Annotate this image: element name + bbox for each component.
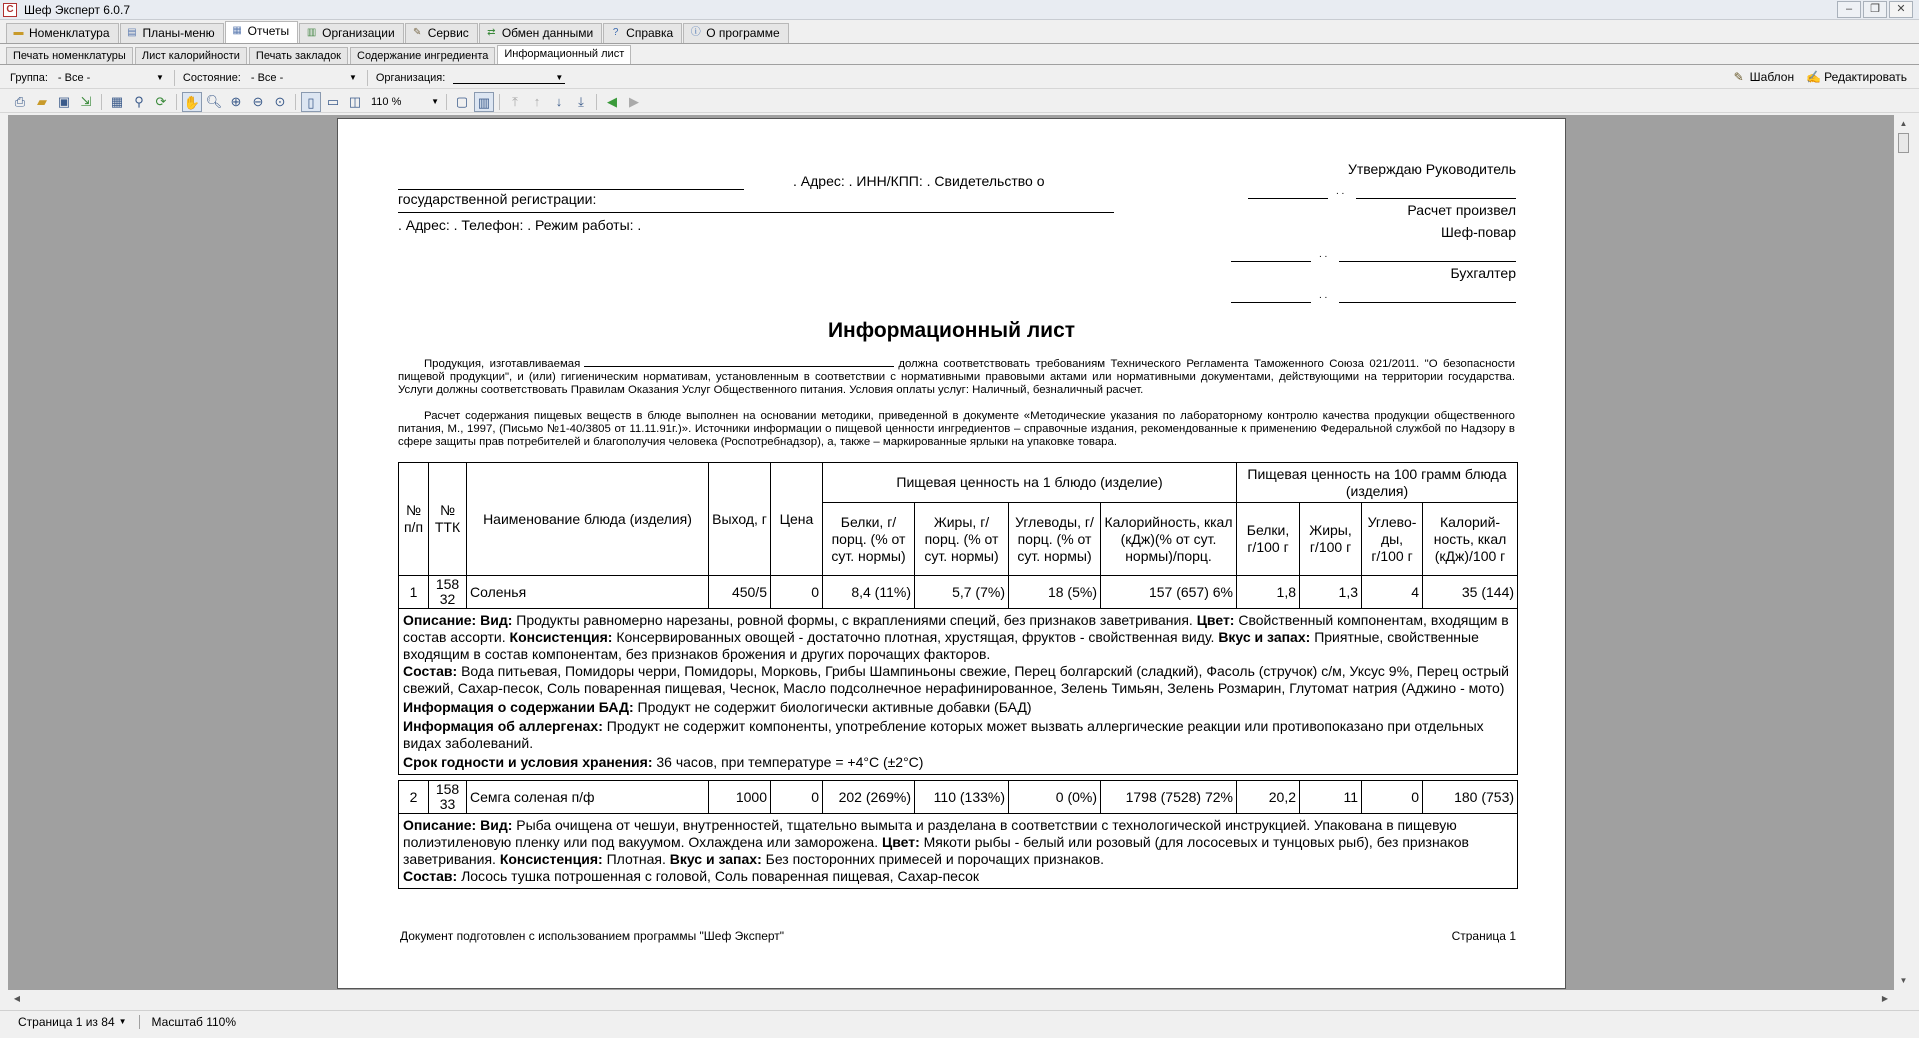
page-number: Страница 1 (1451, 929, 1516, 943)
tab-reports[interactable]: ▦ Отчеты (225, 21, 298, 43)
dish-description-row: Описание: Вид: Продукты равномерно нарезаны, ровной формы, с вкраплениями специй, без признаков заветривания. Цвет: Свойственный компонентам, входящим в состав ассорти. Консистенция: Консервированных овощей - достаточно плотная, хрустящая, фруктов - свойственная виду. Вкус и запах: Приятные, свойственные входящим в состав компонентам, без признаков брожения и других порочащих факторов. Состав: Вода питьевая, Помидоры черри, Помидоры, Морковь, Грибы Шампиньоны свежие, Перец болгарский (сладкий), Фасоль (стручок) с/м, Уксус 9%, Перец острый свежий, Сахар-песок, Соль поваренная пищевая, Чеснок, Масло подсолнечное нерафинированное, Зелень Тимьян, Зелень Розмарин, Глутомат натрия (Аджино - мото) Информация о содержании БАД: Продукт не содержит биологически активные добавки (БАД) Информация об аллергенах: Продукт не содержит компоненты, употребление которых может вызвать аллергические реакции или противопоказано при отдельных видах заболеваний. Срок годности и условия хранения: 36 часов, при температуре = +4°С (±2°С) (399, 609, 1518, 775)
multi-page-icon[interactable]: ◫ (348, 93, 362, 109)
chevron-down-icon: ▼ (156, 72, 164, 82)
chevron-down-icon[interactable]: ▼ (118, 1017, 127, 1026)
state-select[interactable]: - Все - ▼ (250, 71, 357, 84)
scroll-right-icon[interactable]: ▶ (1881, 994, 1889, 1003)
filter-bar (0, 67, 1919, 89)
state-label: Состояние: (182, 71, 241, 84)
document-icon: ▤ (127, 27, 137, 38)
intro-paragraph: Продукция, изготавливаемая должна соответствовать требованиям Технического Регламента Таможенного Союза 021/2011. "О безопасности пищевой продукции", и (или) гигиеническим нормативам, установленным в соответствии с нормативными правовыми актами или нормативными документами, действующими на территории государства. Услуги должны соответствовать Правилам Оказания Услуг Общественного питания. Условия оплаты услуг: Наличный, безналичный расчет. (398, 358, 1515, 396)
col-header-price: Цена (771, 463, 823, 576)
zoom-icon[interactable]: 🔍︎ (205, 93, 223, 109)
tab-about[interactable]: ⓘ О программе (683, 23, 788, 43)
separator (174, 70, 175, 86)
col-header-carbs: Углеводы, г/порц. (% от сут. нормы) (1009, 503, 1101, 576)
report-tabs (0, 46, 1919, 65)
print-icon[interactable]: ⎙ (14, 93, 26, 109)
page-width-icon[interactable]: ▯ (301, 92, 321, 112)
col-header-carbs-100: Углево-ды, г/100 г (1362, 503, 1423, 576)
open-icon[interactable]: ▰ (37, 93, 47, 109)
col-header-protein-100: Белки, г/100 г (1237, 503, 1300, 576)
tab-print-bookmarks[interactable]: Печать закладок (249, 47, 348, 64)
edit-button[interactable]: ✍ Редактировать (1806, 70, 1907, 84)
tab-print-nomenclature[interactable]: Печать номенклатуры (6, 47, 133, 64)
col-header-calories-100: Калорий-ность, ккал (кДж)/100 г (1423, 503, 1518, 576)
right-buttons (1732, 70, 1907, 84)
exchange-icon: ⇄ (487, 27, 496, 38)
window-title: Шеф Эксперт 6.0.7 (24, 2, 130, 17)
close-button[interactable]: ✕ (1889, 1, 1913, 18)
app-logo-icon: C (3, 3, 17, 17)
col-header-fat: Жиры, г/порц. (% от сут. нормы) (915, 503, 1009, 576)
page-setup-icon[interactable]: ▦ (110, 93, 124, 109)
table-row: 2 15833 Семга соленая п/ф 1000 0 202 (269%) 110 (133%) 0 (0%) 1798 (7528) 72% 20,2 11 0 180 (753) (399, 781, 1518, 814)
horizontal-scrollbar[interactable] (8, 992, 1894, 1006)
nutrition-table (398, 462, 1518, 889)
page-footer-note: Документ подготовлен с использованием программы "Шеф Эксперт" (400, 929, 785, 943)
next-page-icon[interactable]: ↓ (555, 93, 563, 109)
col-header-fat-100: Жиры, г/100 г (1300, 503, 1362, 576)
forward-icon[interactable]: ▶ (629, 93, 639, 109)
accountant-label: Бухгалтер (1450, 265, 1516, 281)
group-label: Группа: (10, 71, 48, 84)
calc-by-label: Расчет произвел (1407, 202, 1516, 218)
refresh-icon[interactable]: ⟳ (155, 93, 167, 109)
dish-description-row: Описание: Вид: Рыба очищена от чешуи, внутренностей, тщательно вымыта и разделана в соответствии с технологической инструкцией. Упакована в пищевую полиэтиленовую пленку или под вакуумом. Охлаждена или заморожена. Цвет: Мякоти рыбы - белый или розовый (для лососевых и тунцовых рыб), без признаков заветривания. Консистенция: Плотная. Вкус и запах: Без посторонних примесей и порочащих признаков. Состав: Лосось тушка потрошенная с головой, Соль поваренная пищевая, Сахар-песок (399, 814, 1518, 889)
edit-icon: ✍ (1806, 70, 1822, 84)
maximize-button[interactable]: ❐ (1863, 1, 1887, 18)
scroll-thumb[interactable] (1898, 133, 1909, 153)
hand-tool-icon[interactable]: ✋ (182, 92, 202, 112)
document-page: . Адрес: . ИНН/КПП: . Свидетельство о государственной регистрации: . Адрес: . Телефон: . Режим работы: . Утверждаю Руководитель . . Расчет произвел Шеф-повар . . Бухгалтер . . Информационный лист Продукция, изготавливаемая должна соответствовать требованиям Технического Регламента Таможенного Союза 021/2011. "О безопасности пищевой продукции", и (или) гигиеническим нормативам, установленным в соответствии с нормативными правовыми актами или нормативными документами, действующими на территории государства. Услуги должны соответствовать Правилам Оказания Услуг Общественного питания. Условия оплаты услуг: Наличный, безналичный расчет. Расчет содержания пищевых веществ в блюде выполнен на основании методики, приведенной в документе «Методические указания по лабораторному контролю качества продукции общественного питания, М., 1997, (Письмо №1-40/3805 от 11.11.91г.)». Источники информации о пищевой ценности ингредиентов – справочные издания, рекомендованные к применению Федеральной службой по Надзору в сфере защиты прав потребителей и благополучия человека (Роспотребнадзор), а, также – маркированные ярлыки на упаковке товара. № п/п № ТТК Наименование блюда (изделия) Выход, г Цена Пищевая ценность на 1 блюдо (изделие) Пищевая ценность на 100 грамм блюда (изделия) Белки, г/порц. (% от сут. нормы) Жиры, г/порц. (% от сут. нормы) Углеводы, г/порц. (% от сут. нормы) Калорийность, ккал (кДж)(% от сут. нормы)/порц. Белки, г/100 г Жиры, г/100 г Углево-ды, г/100 г Калорий-ность, ккал (кДж)/100 г 1 15832 Соленья 450/5 0 8,4 (11%) 5,7 (7%) 18 (5%) 157 (657) 6% 1,8 1,3 4 35 (144) Описание: Вид: Продукты равномерно нарезаны, ровной формы, с вкраплениями специй, без признаков заветривания. Цвет: Свойственный компонентам, входящим в состав ассорти. Консистенция: Консервированных овощей - достаточно плотная, хрустящая, фруктов - свойственная виду. Вкус и запах: Приятные, свойственные входящим в состав компонентам, без признаков брожения и других порочащих факторов. Состав: Вода питьевая, Помидоры черри, Помидоры, Морковь, Грибы Шампиньоны свежие, Перец болгарский (сладкий), Фасоль (стручок) с/м, Уксус 9%, Перец острый свежий, Сахар-песок, Соль поваренная пищевая, Чеснок, Масло подсолнечное нерафинированное, Зелень Тимьян, Зелень Розмарин, Глутомат натрия (Аджино - мото) Информация о содержании БАД: Продукт не содержит биологически активные добавки (БАД) Информация об аллергенах: Продукт не содержит компоненты, употребление которых может вызвать аллергические реакции или противопоказано при отдельных видах заболеваний. Срок годности и условия хранения: 36 часов, при температуре = +4°С (±2°С) 2 15833 Семга соленая п/ф 1000 0 202 (269%) 110 (133%) 0 (0%) 1798 (7528) 72% 20,2 11 0 180 (753) Описание: Вид: Рыба очищена от чешуи, внутренностей, тщательно вымыта и разделана в соответствии с технологической инструкцией. Упакована в пищевую полиэтиленовую пленку или под вакуумом. Охлаждена или заморожена. Цвет: Мякоти рыбы - белый или розовый (для лососевых и тунцовых рыб), без признаков заветривания. Консистенция: Плотная. Вкус и запах: Без посторонних примесей и порочащих признаков. Состав: Лосось тушка потрошенная с головой, Соль поваренная пищевая, Сахар-песок Документ подготовлен с использованием программы "Шеф Эксперт" Страница 1 (337, 118, 1566, 989)
col-header-per-100g: Пищевая ценность на 100 грамм блюда (изделия) (1237, 463, 1518, 503)
col-header-name: Наименование блюда (изделия) (467, 463, 709, 576)
info-icon: ⓘ (690, 27, 701, 38)
vertical-scrollbar[interactable] (1896, 115, 1911, 990)
tab-service[interactable]: ✎ Сервис (405, 23, 478, 43)
group-select[interactable]: - Все - ▼ (57, 71, 164, 84)
org-header-line1: . Адрес: . ИНН/КПП: . Свидетельство о (793, 173, 1045, 189)
col-header-num: № п/п (399, 463, 429, 576)
method-paragraph: Расчет содержания пищевых веществ в блюде выполнен на основании методики, приведенной в документе «Методические указания по лабораторному контролю качества продукции общественного питания, М., 1997, (Письмо №1-40/3805 от 11.11.91г.)». Источники информации о пищевой ценности ингредиентов – справочные издания, рекомендованные к применению Федеральной службой по Надзору в сфере защиты прав потребителей и благополучия человека (Роспотребнадзор), а, также – маркированные ярлыки на упаковке товара. (398, 410, 1515, 448)
chart-icon: ▥ (306, 27, 317, 38)
folder-icon: ▬ (13, 27, 24, 38)
col-header-protein: Белки, г/порц. (% от сут. нормы) (823, 503, 915, 576)
help-icon: ? (612, 27, 619, 38)
approve-label: Утверждаю Руководитель (1347, 161, 1516, 177)
window-titlebar (0, 0, 1919, 20)
scroll-left-icon[interactable]: ◀ (13, 994, 21, 1003)
zoom-status: Масштаб 110% (151, 1014, 237, 1029)
tab-data-exchange[interactable]: ⇄ Обмен данными (479, 23, 602, 43)
zoom-in-icon[interactable]: ⊕ (230, 93, 242, 109)
export-icon[interactable]: ⇲ (80, 93, 92, 109)
tab-nomenclature[interactable]: ▬ Номенклатура (6, 23, 119, 43)
chef-label: Шеф-повар (1440, 224, 1516, 240)
table-row: 1 15832 Соленья 450/5 0 8,4 (11%) 5,7 (7%) 18 (5%) 157 (657) 6% 1,8 1,3 4 35 (144) (399, 576, 1518, 609)
whole-page-icon[interactable]: ▭ (326, 93, 340, 109)
chevron-down-icon: ▼ (431, 96, 439, 106)
template-icon: ✎ (1733, 70, 1744, 84)
chevron-down-icon: ▼ (348, 72, 357, 82)
window-controls (1837, 1, 1913, 18)
tab-help[interactable]: ? Справка (603, 23, 682, 43)
find-icon[interactable]: ⚲ (134, 93, 144, 109)
main-tabs (0, 22, 1919, 44)
tab-menu-plans[interactable]: ▤ Планы-меню (120, 23, 224, 43)
prev-page-icon[interactable]: ↑ (533, 93, 541, 109)
tab-info-sheet[interactable]: Информационный лист (497, 45, 631, 64)
back-icon[interactable]: ◀ (607, 93, 617, 109)
document-title: Информационный лист (827, 319, 1076, 342)
tab-organizations[interactable]: ▥ Организации (299, 23, 404, 43)
zoom-select[interactable]: 110 % ▼ (371, 95, 439, 108)
separator (367, 70, 368, 86)
continuous-icon[interactable]: ▥ (474, 92, 494, 112)
col-header-per-dish: Пищевая ценность на 1 блюдо (изделие) (823, 463, 1237, 503)
org-header-line2: государственной регистрации: (398, 191, 597, 207)
zoom-fit-icon[interactable]: ⊙ (274, 93, 286, 109)
report-icon: ▦ (232, 25, 242, 36)
last-page-icon[interactable]: ⤓ (578, 93, 584, 109)
col-header-ttk: № ТТК (429, 463, 467, 576)
wrench-icon: ✎ (413, 27, 422, 38)
minimize-button[interactable]: – (1837, 1, 1861, 18)
single-page-icon[interactable]: ▢ (455, 93, 469, 109)
tab-ingredient-content[interactable]: Содержание ингредиента (350, 47, 495, 64)
col-header-calories: Калорийность, ккал (кДж)(% от сут. нормы)/порц. (1101, 503, 1237, 576)
page-counter[interactable]: Страница 1 из 84 (18, 1014, 115, 1029)
chevron-down-icon: ▼ (555, 72, 564, 82)
tab-calorie-sheet[interactable]: Лист калорийности (135, 47, 247, 64)
preview-toolbar (0, 91, 1919, 113)
org-header-line3: . Адрес: . Телефон: . Режим работы: . (398, 217, 642, 233)
status-bar (0, 1010, 1919, 1032)
org-label: Организация: (375, 71, 446, 84)
zoom-out-icon[interactable]: ⊖ (252, 93, 264, 109)
org-select[interactable] (453, 72, 565, 84)
template-button[interactable]: ✎ Шаблон (1733, 70, 1795, 84)
save-icon[interactable]: ▣ (57, 93, 71, 109)
scroll-up-icon[interactable]: ▲ (1899, 119, 1908, 128)
col-header-yield: Выход, г (709, 463, 771, 576)
scroll-down-icon[interactable]: ▼ (1899, 976, 1908, 985)
first-page-icon[interactable]: ⤒ (512, 93, 518, 109)
